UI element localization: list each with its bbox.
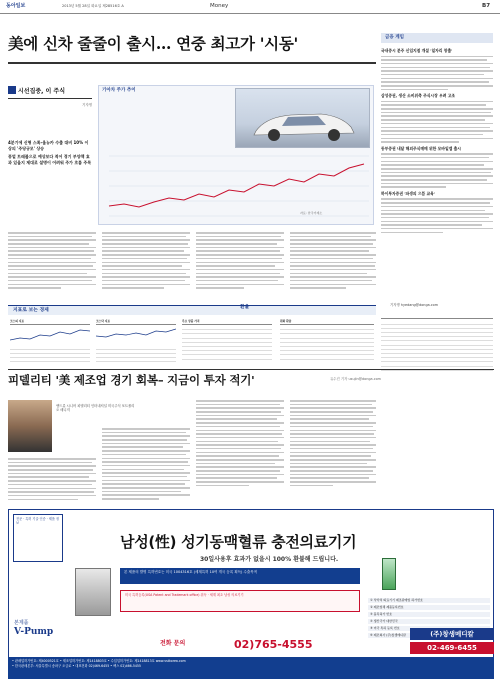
column-title-text: 시선집중, 이 주식 xyxy=(18,88,66,95)
ad-footer xyxy=(8,657,494,679)
chart-gridlines xyxy=(109,156,369,216)
ad-info-item: ④ 생산국가 대한민국 xyxy=(368,619,490,624)
lead-headline: 美에 신차 줄줄이 출시… 연중 최고가 '시동' xyxy=(8,34,298,53)
sidebar-item-title: 동부증권 내달 해외주식매매 위한 모바일앱 출시 xyxy=(381,145,461,151)
lead-body-col-2 xyxy=(102,232,190,291)
sidebar-item-title: 국내증시 분주 신입지점 개설 '일자리 창출' xyxy=(381,48,453,53)
ad-info-item: ⑥ 제조회사 (주)창생메디칼 xyxy=(368,633,490,638)
ad-company-phone[interactable]: 02-469-6455 xyxy=(410,642,494,654)
market-heading: 지표로 보는 경제 xyxy=(8,305,376,315)
device-product-icon xyxy=(382,558,396,590)
ad-info-item: ② 제조업체 제품등록번호 xyxy=(368,605,490,610)
second-body-col-1 xyxy=(8,458,96,502)
ad-company-name: (주)창생메디칼 xyxy=(410,628,494,640)
lead-summary xyxy=(8,140,92,168)
second-body-col-3 xyxy=(196,400,284,489)
market-table-title: 코스피 지표 xyxy=(10,320,90,325)
byline-box xyxy=(8,86,92,107)
ad-info-item: ③ 품목허가 번호 xyxy=(368,612,490,617)
market-heading-2: 환율 xyxy=(240,305,250,310)
column-marker-icon xyxy=(8,86,16,94)
ad-logo xyxy=(14,620,70,650)
byline-name: 기자명 xyxy=(82,102,92,107)
section-name: Money xyxy=(210,3,229,9)
exchange-table-header xyxy=(381,318,493,319)
ad-logo-small: 본제품 xyxy=(14,620,29,626)
ad-banner: 본 제품의 발명 특허번호는 미국 1004316호 (세계특허 10여 개국 등록 획득) 수출목적 xyxy=(120,568,360,584)
ad-info-item: ⑤ 미국 특허 등록 번호 xyxy=(368,626,490,631)
chart-source: 자료: 한국거래소 xyxy=(300,211,323,215)
ad-patent-box: 미국 특허등록(USA Patent and Trademark office) 취득 · 세계 최초 남성 의료기기 xyxy=(120,590,360,612)
ad-phone-label: 전화 문의 xyxy=(160,640,186,647)
portrait-photo xyxy=(8,400,52,452)
section-rule xyxy=(8,369,494,370)
sidebar-body xyxy=(381,48,493,235)
market-table-chart xyxy=(10,326,90,344)
second-body-col-2 xyxy=(102,428,190,502)
ad-footer-line-1: • 판매업허가번호: 제4000521호 • 제조업허가번호: 제1418803호 • 수입업허가번호: 제1418813호 www.vstkorea.com xyxy=(12,659,186,663)
ad-phone[interactable]: 02)765-4555 xyxy=(234,638,313,651)
car-photo xyxy=(235,88,370,148)
ad-info-item: ① 식약처 의료기기 제조판매업 허가번호 xyxy=(368,598,490,603)
chart-series-line xyxy=(109,164,364,207)
car-icon xyxy=(236,89,371,149)
chart-title: 기아차 주가 추이 xyxy=(102,88,136,93)
second-headline: 피델리티 '美 제조업 경기 회복– 지금이 투자 적기' xyxy=(8,373,255,387)
market-table-chart xyxy=(96,326,176,344)
column-title xyxy=(8,86,92,99)
headline-rule xyxy=(8,62,376,64)
ad-main-title: 남성(性) 성기동맥혈류 충전의료기기 xyxy=(120,533,357,551)
sidebar-item-title: 삼성증권, 생산 소비위축 주식시장 우려 고조 xyxy=(381,93,456,99)
market-table xyxy=(96,320,176,362)
sidebar-heading: 금융 게임 xyxy=(381,33,493,43)
device-photo-icon xyxy=(75,568,111,616)
ad-corner-badge: 전문 · 특허 기술 인증 · 제품 정보 xyxy=(13,514,63,562)
lead-body-col-3 xyxy=(196,232,284,291)
sidebar-email: 기자명 hyedang@donga.com xyxy=(390,303,438,307)
market-table xyxy=(280,320,374,360)
lead-body-col-4 xyxy=(290,232,376,291)
exchange-table xyxy=(381,318,493,371)
ad-logo-big: V-Pump xyxy=(14,626,54,637)
second-byline: 유수진 기자 usujin@donga.com xyxy=(330,377,381,381)
market-table xyxy=(10,320,90,362)
portrait-caption: 앤드류 시니어 피델리티 인터내셔널 미국주식 포트폴리오 매니저 xyxy=(56,404,135,413)
lead-body-col-1 xyxy=(8,232,96,291)
lead-point-1: 4분기에 신형 스톡-올뉴카 수출 대비 10% 이상의 '주당규모' 상승 xyxy=(8,140,89,151)
market-table-title: 주요 상품 가격 xyxy=(182,320,272,325)
market-table xyxy=(182,320,272,360)
lead-point-2: 퓨얼 트래블으로 예상보다 적어 경기 부양책 효과 있을지 제대로 설명이 어려워 주가 흐름 주목 xyxy=(8,154,92,165)
second-body-col-4 xyxy=(290,400,376,489)
market-table-title: 원화 환율 xyxy=(280,320,374,325)
paper-name: 동아일보 xyxy=(6,3,26,9)
page-number: B7 xyxy=(482,3,491,9)
market-table-title: 코스닥 지표 xyxy=(96,320,176,325)
ad-subtitle: 30일사용후 효과가 없을시 100% 환불해 드립니다. xyxy=(200,556,339,563)
issue-date: 2013년 5월 28일 화요일 제28516호 A xyxy=(62,4,124,8)
sidebar-item-title: 하이투자증권 '파생의 으뜸 교육' xyxy=(381,190,435,196)
ad-footer-line-2: • 한국판매본부: 서울특별시 송파구 오금로 • 대표전화 02)469-6455 • 팩스 02)466-5455 xyxy=(12,664,141,669)
